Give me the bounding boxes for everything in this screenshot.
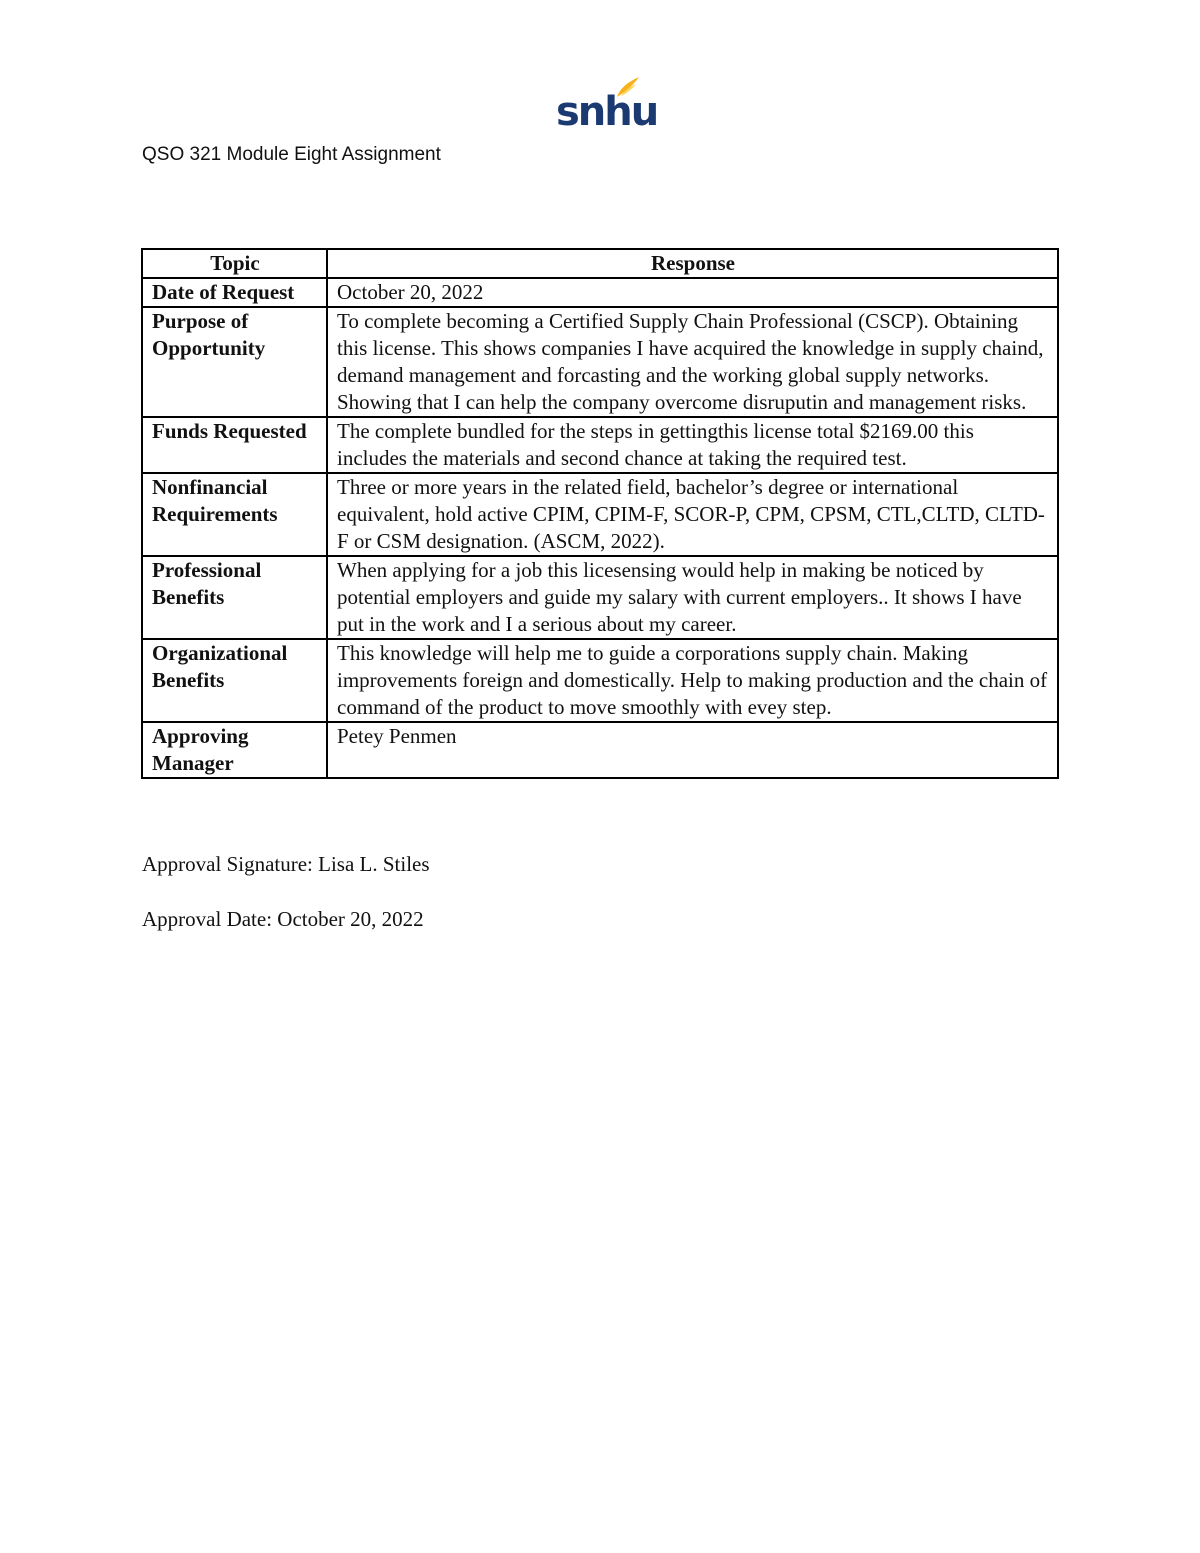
table-row (142, 307, 1058, 417)
header-topic: Topic (142, 249, 327, 278)
snhu-logo (556, 76, 658, 135)
row-topic: Date of Request (142, 278, 327, 307)
document-title: QSO 321 Module Eight Assignment (142, 144, 441, 165)
row-response: The complete bundled for the steps in gettingthis license total $2169.00 this includes the materials and second chance at taking the required test. (327, 417, 1058, 473)
table-row (142, 639, 1058, 722)
request-table (141, 248, 1059, 779)
header-response: Response (327, 249, 1058, 278)
row-topic: Professional Benefits (142, 556, 327, 639)
logo-wordmark: snhu (556, 89, 658, 135)
row-response: To complete becoming a Certified Supply Chain Professional (CSCP). Obtaining this license. This shows companies I have acquired the knowledge in supply chaind, demand management and forcasting and the working global supply networks. Showing that I can help the company overcome disruputin and management risks. (327, 307, 1058, 417)
table-row (142, 556, 1058, 639)
row-topic: Nonfinancial Requirements (142, 473, 327, 556)
row-topic: Purpose of Opportunity (142, 307, 327, 417)
row-response: When applying for a job this licesensing would help in making be noticed by potential employers and guide my salary with current employers.. It shows I have put in the work and I a serious about my career. (327, 556, 1058, 639)
table-row (142, 722, 1058, 778)
row-response: Petey Penmen (327, 722, 1058, 778)
table-row (142, 278, 1058, 307)
table-row (142, 473, 1058, 556)
row-topic: Approving Manager (142, 722, 327, 778)
row-response: Three or more years in the related field, bachelor’s degree or international equivalent, hold active CPIM, CPIM-F, SCOR-P, CPM, CPSM, CTL,CLTD, CLTD-F or CSM designation. (ASCM, 2022). (327, 473, 1058, 556)
row-topic: Funds Requested (142, 417, 327, 473)
table-row (142, 417, 1058, 473)
approval-date: Approval Date: October 20, 2022 (142, 907, 424, 931)
table-header-row (142, 249, 1058, 278)
row-topic: Organizational Benefits (142, 639, 327, 722)
flame-icon (614, 76, 640, 98)
row-response: October 20, 2022 (327, 278, 1058, 307)
approval-signature: Approval Signature: Lisa L. Stiles (142, 852, 430, 876)
row-response: This knowledge will help me to guide a corporations supply chain. Making improvements foreign and domestically. Help to making production and the chain of command of the product to move smoothly with evey step. (327, 639, 1058, 722)
